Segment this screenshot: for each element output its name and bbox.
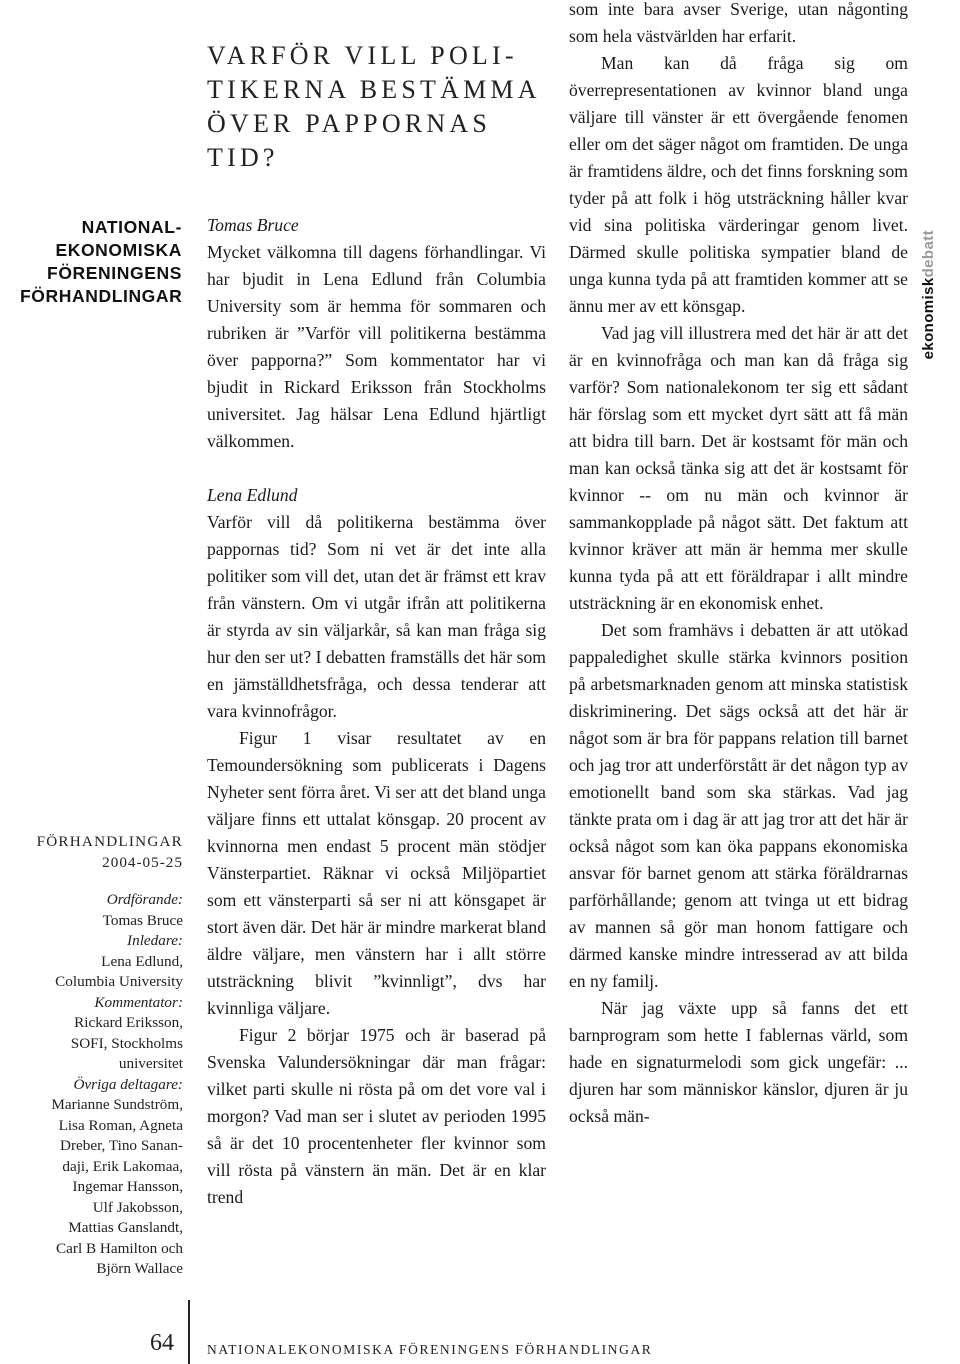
- speaker-label: Inledare:: [127, 932, 183, 949]
- heading-line: VARFÖR VILL POLI-: [207, 41, 518, 71]
- participants-line: Ingemar Hansson,: [72, 1178, 183, 1195]
- paragraph: Mycket välkomna till dagens förhandlingar. Vi har bjudit in Lena Edlund från Columbia University som är hemma för sommaren och rubriken är ”Varför vill politikerna bestämma över papporna?” Som kommentator har vi bjudit in Rickard Eriksson från Stockholms universitet. Jag hälsar Lena Edlund hjärtligt välkommen.: [207, 242, 546, 451]
- participants-line: Carl B Hamilton och: [56, 1239, 183, 1257]
- footer-divider: [188, 1300, 190, 1364]
- chair-label: Ordförande:: [106, 891, 183, 908]
- meeting-date: 2004-05-25: [102, 853, 183, 871]
- participants-line: Björn Wallace: [96, 1260, 183, 1277]
- right-column: [569, 0, 908, 1130]
- meeting-label: FÖRHANDLINGAR: [36, 833, 183, 850]
- commentator-label: Kommentator:: [94, 993, 183, 1011]
- section-tag: [920, 230, 937, 359]
- journal-title: [20, 216, 182, 308]
- paragraph: Figur 1 visar resultatet av en Temoundersökning som publicerats i Dagens Nyheter sent förra året. Vi ser att det bland unga väljare finns ett uttalat könsgap. 20 procent av kvinnorna men endast 5 procent män stödjer Vänsterpartiet. Räknar vi också Miljöpartiet som ett vänsterparti så ser ni att könsgapet är stort även där. Det här är mindre markerat bland äldre väljare, men vänstern har i allt större utsträckning blivit ”kvinnligt”, dvs har kvinnliga väljare.: [207, 728, 546, 1018]
- participants-line: Ulf Jakobsson,: [92, 1198, 183, 1216]
- journal-title-line: FÖRHANDLINGAR: [20, 286, 183, 306]
- participants-label: Övriga deltagare:: [73, 1075, 183, 1093]
- paragraph: Figur 2 börjar 1975 och är baserad på Svenska Valundersökningar där man frågar: vilket parti skulle ni rösta på om det vore val i morgon? Vad man ser i slutet av perioden 1995 så är det 10 procentenheter fler kvinnor som vill rösta på vänstern än män. Det är en klar trend: [207, 1025, 546, 1207]
- journal-title-line: EKONOMISKA: [55, 240, 182, 260]
- paragraph: som inte bara avser Sverige, utan någonting som hela västvärlden har erfarit.: [569, 0, 908, 46]
- meeting-info: [0, 832, 183, 1280]
- paragraph: När jag växte upp så fanns det ett barnprogram som hette I fablernas värld, som hade en signaturmelodi som gick ungefär: ... djuren har som människor känslor, djuren är ju också män-: [569, 998, 908, 1126]
- commentator-line: Rickard Eriksson,: [74, 1014, 183, 1031]
- participants-line: Marianne Sundström,: [51, 1096, 183, 1113]
- journal-title-line: FÖRENINGENS: [47, 263, 182, 283]
- paragraph: Man kan då fråga sig om överrepresentationen av kvinnor bland unga väljare till vänster är ett övergående fenomen eller om det säger något om framtiden. De unga är framtidens äldre, och det finns forskning som tyder på att folk i hög utsträckning håller kvar vid sina politiska värderingar genom livet. Därmed skulle politiska sympatier bland de unga kunna tyda på att framtiden kommer att se ännu mer av ett könsgap.: [569, 53, 908, 316]
- section-tag-part1: ekonomisk: [920, 277, 937, 360]
- running-footer: NATIONALEKONOMISKA FÖRENINGENS FÖRHANDLINGAR: [207, 1342, 653, 1357]
- heading-line: TIKERNA BESTÄMMA: [207, 75, 541, 105]
- paragraph: Det som framhävs i debatten är att utökad pappaledighet skulle stärka kvinnors position på arbetsmarknaden genom att minska statistisk diskriminering. Det sägs också att det här är något som är bra för pappans relation till barnet och jag tror att underförstått är det någon typ av emotionellt band som ska stärkas. Vad jag tänkte prata om i dag är att jag tror att det här är också något som kan öka pappans ekonomiska ansvar för barnet genom att stärka föräldrarnas parförhållande; genom att tvinga ut ett bidrag av mannen så gör man honom fattigare och därmed kanske mindre intresserad av att bilda en ny familj.: [569, 620, 908, 991]
- commentator-line: universitet: [118, 1055, 183, 1072]
- section-tag-part2: debatt: [920, 230, 937, 278]
- participants-line: Dreber, Tino Sanan-: [60, 1137, 183, 1154]
- middle-column: [207, 212, 546, 1211]
- speaker-affiliation: Columbia University: [55, 973, 183, 990]
- page-number: 64: [150, 1330, 174, 1356]
- article-heading: [207, 39, 547, 175]
- participants-line: Mattias Ganslandt,: [68, 1219, 183, 1236]
- paragraph: Vad jag vill illustrera med det här är att det är en kvinnofråga och man kan då fråga sig varför? Som nationalekonom ter sig ett sådant här förslag som ett mycket dyrt sätt att få män att bidra till barn. Det är kostsamt för män och man kan också tänka sig att det är kostsamt för kvinnor -- om nu män och kvinnor är sammankopplade på något sätt. Det faktum att kvinnor kräver att män är hemma mer skulle kunna tyda på att ett föräldrapar i allt mindre utsträckning är en ekonomisk enhet.: [569, 323, 908, 613]
- participants-line: Lisa Roman, Agneta: [58, 1116, 183, 1134]
- journal-title-line: NATIONAL-: [81, 217, 182, 237]
- chair-name: Tomas Bruce: [102, 911, 183, 929]
- speaker-name: Lena Edlund,: [101, 952, 183, 970]
- paragraph: Varför vill då politikerna bestämma över pappornas tid? Som ni vet är det inte alla politiker som vill det, utan det är främst ett krav från vänstern. Om vi utgår ifrån att politikerna är styrda av sin väljarkår, så kan man fråga sig hur den ser ut? I debatten framställs det här som en jämställdhetsfråga, och dessa tenderar att vara kvinnofrågor.: [207, 512, 546, 721]
- speaker-tomas-bruce: Tomas Bruce: [207, 215, 299, 235]
- participants-line: daji, Erik Lakomaa,: [62, 1157, 183, 1175]
- heading-line: ÖVER PAPPORNAS TID?: [207, 109, 491, 173]
- speaker-lena-edlund: Lena Edlund: [207, 485, 298, 505]
- commentator-line: SOFI, Stockholms: [70, 1034, 183, 1052]
